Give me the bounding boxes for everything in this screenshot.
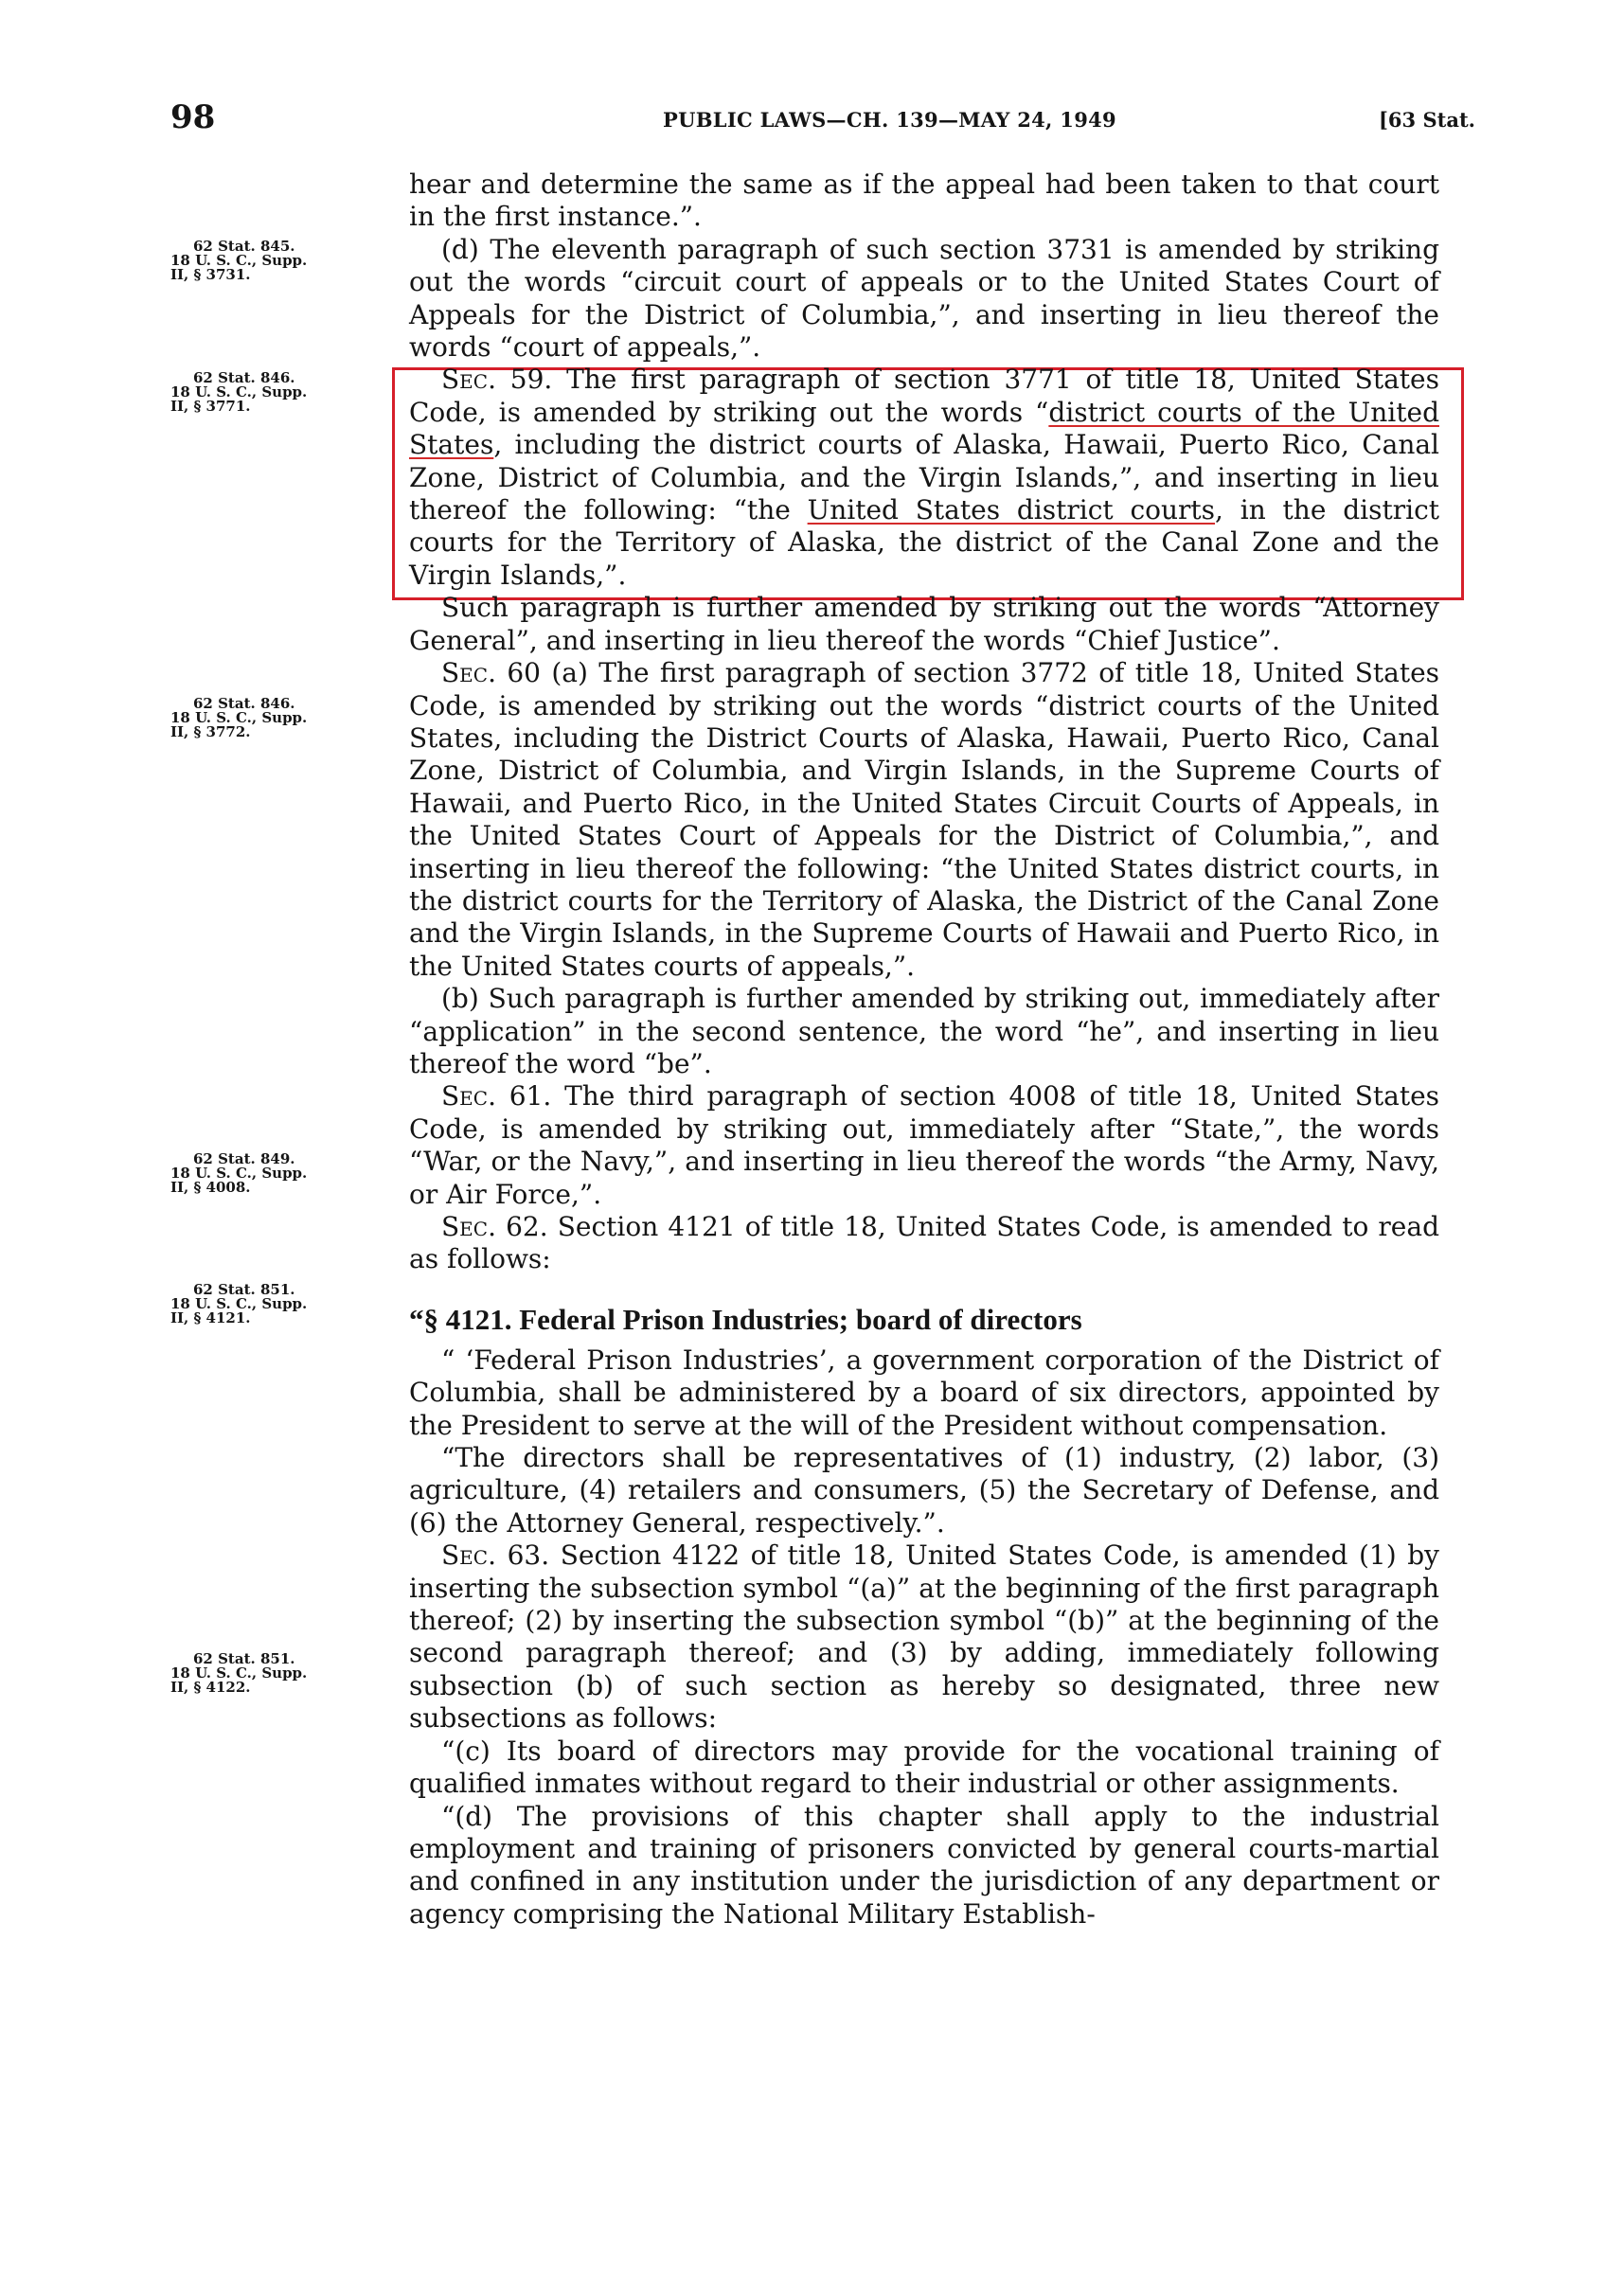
margin-note: 62 Stat. 846. 18 U. S. C., Supp. II, § 3771.	[170, 369, 308, 415]
text-run: , in the district courts for the Territory of Alaska, the district of the Canal Zone and the Virgin Islands,”.	[409, 494, 1439, 591]
margin-note: 62 Stat. 849. 18 U. S. C., Supp. II, § 4008.	[170, 1150, 308, 1196]
text-run: (a) The first paragraph of section 3772 of title 18, United States Code, is amended by striking out the words “district courts of the United States, including the District Courts of Alaska, Hawaii, Puerto Rico, Canal Zone, District of Columbia, and Virgin Islands, in the Supreme Courts of Hawaii, and Puerto Rico, in the United States Circuit Courts of Appeals, in the United States Court of Appeals for the District of Columbia,”, and inserting in lieu thereof the following: “the United States district courts, in the district courts for the Territory of Alaska, the District of the Canal Zone and the Virgin Islands, in the Supreme Courts of Hawaii and Puerto Rico, in the United States courts of appeals,”.	[409, 657, 1440, 982]
section-63	[409, 1540, 1439, 1735]
text-run: , including the district courts of Alaska, Hawaii, Puerto Rico, Canal Zone, District of Columbia, and the Virgin Islands,”, and inserting in lieu thereof the following: “the	[409, 429, 1439, 526]
section-label: Sec. 60	[441, 657, 541, 689]
margin-note: 62 Stat. 851. 18 U. S. C., Supp. II, § 4122.	[170, 1650, 308, 1696]
section-label: Sec. 61.	[441, 1080, 552, 1112]
paragraph: “The directors shall be representatives of (1) industry, (2) labor, (3) agriculture, (4) retailers and consumers, (5) the Secretary of Defense, and (6) the Attorney General, respectively.”.	[409, 1442, 1439, 1539]
statute-volume: [63 Stat.	[1379, 108, 1475, 132]
section-heading: “§ 4121. Federal Prison Industries; board of directors	[409, 1302, 1082, 1336]
section-62	[409, 1211, 1439, 1276]
page-header	[0, 98, 1606, 136]
underlined-phrase: United States district courts	[807, 494, 1216, 526]
text-run: Section 4121 of title 18, United States Code, is amended to read as follows:	[409, 1211, 1439, 1275]
paragraph: “(c) Its board of directors may provide for the vocational training of qualified inmates without regard to their industrial or other assignments.	[409, 1735, 1439, 1800]
paragraph: hear and determine the same as if the appeal had been taken to that court in the first instance.”.	[409, 169, 1439, 233]
paragraph: (b) Such paragraph is further amended by striking out, immediately after “application” in the second sentence, the word “he”, and inserting in lieu thereof the word “be”.	[409, 983, 1439, 1079]
section-label: Sec. 63.	[441, 1540, 550, 1572]
paragraph: “(d) The provisions of this chapter shall apply to the industrial employment and training of prisoners convicted by general courts-martial and confined in any institution under the jurisdiction of any department or agency comprising the National Military Establish-	[409, 1800, 1439, 1930]
text-run: Section 4122 of title 18, United States Code, is amended (1) by inserting the subsection symbol “(a)” at the beginning of the first paragraph thereof; (2) by inserting the subsection symbol “(b)” at the beginning of the second paragraph thereof; and (3) by adding, immediately following subsection (b) of such section as hereby so designated, three new subsections as follows:	[409, 1540, 1439, 1735]
margin-note: 62 Stat. 845. 18 U. S. C., Supp. II, § 3731.	[170, 238, 308, 283]
page-body	[409, 169, 1439, 1931]
page-number: 98	[170, 98, 216, 136]
section-61	[409, 1080, 1439, 1211]
text-run: The first paragraph of section 3771 of title 18, United States Code, is amended by striking out the words “	[409, 364, 1439, 428]
running-title: PUBLIC LAWS—CH. 139—MAY 24, 1949	[663, 108, 1116, 132]
section-label: Sec. 59.	[441, 364, 553, 396]
paragraph: (d) The eleventh paragraph of such section 3731 is amended by striking out the words “circuit court of appeals or to the United States Court of Appeals for the District of Columbia,”, and inserting in lieu thereof the words “court of appeals,”.	[409, 233, 1439, 364]
margin-note: 62 Stat. 851. 18 U. S. C., Supp. II, § 4121.	[170, 1281, 308, 1326]
margin-note: 62 Stat. 846. 18 U. S. C., Supp. II, § 3772.	[170, 695, 308, 740]
underlined-phrase: district courts of the United States	[409, 396, 1439, 461]
section-label: Sec. 62.	[441, 1211, 548, 1242]
paragraph: “ ‘Federal Prison Industries’, a government corporation of the District of Columbia, shall be administered by a board of six directors, appointed by the President to serve at the will of the President without compensation.	[409, 1344, 1439, 1441]
section-60	[409, 657, 1439, 983]
text-run: The third paragraph of section 4008 of title 18, United States Code, is amended by striking out, immediately after “State,”, the words “War, or the Navy,”, and inserting in lieu thereof the words “the Army, Navy, or Air Force,”.	[409, 1080, 1440, 1210]
paragraph: Such paragraph is further amended by striking out the words “Attorney General”, and inserting in lieu thereof the words “Chief Justice”.	[409, 592, 1439, 656]
section-59	[409, 364, 1439, 592]
